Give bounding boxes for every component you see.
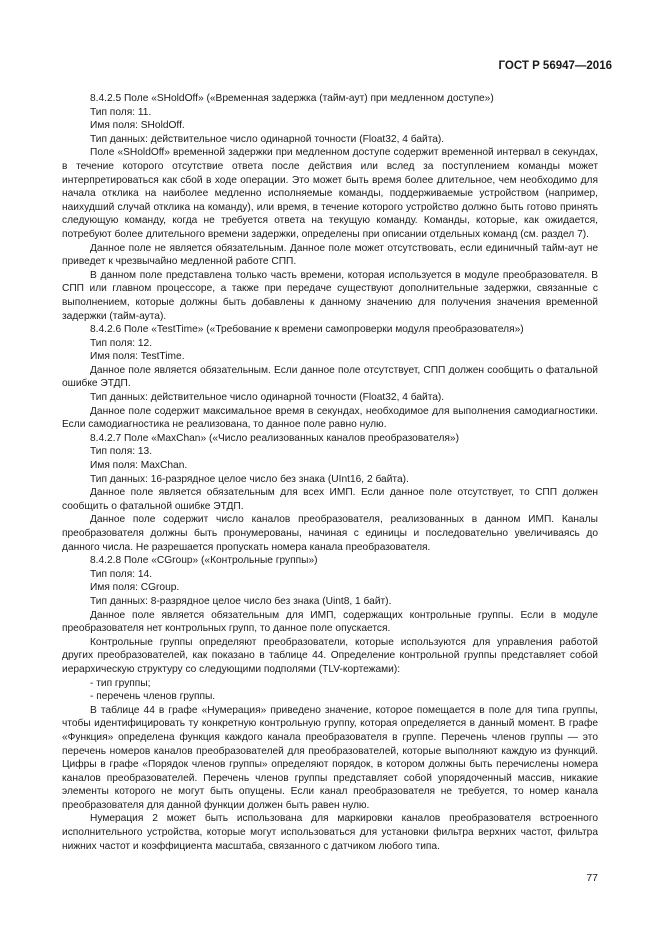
paragraph: Тип данных: 8-разрядное целое число без знака (Uint8, 1 байт). bbox=[90, 595, 392, 607]
section-heading-8-4-2-5: 8.4.2.5 Поле «SHoldOff» («Временная задержка (тайм-аут) при медленном доступе») bbox=[90, 93, 494, 104]
paragraph: Тип данных: 16-разрядное целое число без знака (UInt16, 2 байта). bbox=[90, 473, 409, 485]
paragraph: Тип поля: 12. bbox=[90, 337, 153, 349]
paragraph: Тип поля: 14. bbox=[90, 568, 153, 580]
paragraph: В таблице 44 в графе «Нумерация» приведено значение, которое помещается в поле для типа группы, чтобы идентифицировать ту конкретную контрольную группу, которая определяется в данный момент. В графе «Функция» определена функция каждого канала преобразователя в группе. Перечень членов группы — это перечень номеров каналов преобразователей для преобразователей, которые выполняют каждую из функций. Цифры в графе «Порядок членов группы» определяют порядок, в котором должны быть перечислены номера каналов преобразователей. Перечень членов группы представляет собой упорядоченный массив, никакие элементы которого не могут быть опущены. Если канал преобразователя не требуется, то номер канала преобразователя для данной функции должен быть равен нулю. bbox=[62, 704, 598, 811]
section-heading-8-4-2-8: 8.4.2.8 Поле «CGroup» («Контрольные группы») bbox=[90, 555, 318, 567]
document-header: ГОСТ Р 56947—2016 bbox=[498, 60, 612, 72]
list-item: - перечень членов группы. bbox=[90, 691, 216, 703]
paragraph: Имя поля: TestTime. bbox=[90, 351, 185, 363]
paragraph: В данном поле представлена только часть времени, которая используется в модуле преобразователя. В СПП или главном процессоре, а также при передаче существуют дополнительные задержки, связанные с выполнением, которые должны быть добавлены к данному значению для получения значения временной задержки (тайм-аута). bbox=[62, 269, 598, 322]
paragraph: Имя поля: SHoldOff. bbox=[90, 120, 185, 132]
paragraph: Данное поле содержит число каналов преобразователя, реализованных в данном ИМП. Каналы преобразователя должны быть пронумерованы, начиная с единицы и последовательно увеличиваясь до данного числа. Не разрешается пропускать номера канала преобразователя. bbox=[62, 514, 598, 553]
section-heading-8-4-2-7: 8.4.2.7 Поле «MaxChan» («Число реализованных каналов преобразователя») bbox=[90, 432, 459, 444]
paragraph: Данное поле содержит максимальное время в секундах, необходимое для выполнения самодиагностики. Если самодиагностика не реализована, то данное поле равно нулю. bbox=[62, 405, 598, 431]
paragraph: Нумерация 2 может быть использована для маркировки каналов преобразователя встроенного исполнительного устройства, которые могут использоваться для установки фильтра верхних частот, фильтра нижних частот и коэффициента масштаба, связанного с датчиком любого типа. bbox=[62, 813, 598, 852]
paragraph: Поле «SHoldOff» временной задержки при медленном доступе содержит временной интервал в секундах, в течение которого отсутствие ответа после действия или вслед за поступлением команды может интерпретироваться как сбой в ходе операции. Это может быть время более длительное, чем необходимо для начала отклика на наиболее медленно исполняемые команды, поддерживаемые устройством (например, наихудший случай отклика на команду), или время, в течение которого устройство должно быть готово принять следующую команду, когда не требуется ответа на текущую команду. Команды, которые, как ожидается, потребуют более длительного времени задержки, определены при описании отдельных команд (см. раздел 7). bbox=[62, 147, 598, 240]
page-number: 77 bbox=[586, 872, 598, 884]
paragraph: Данное поле не является обязательным. Данное поле может отсутствовать, если единичный тайм-аут не приведет к чрезвычайно медленной работе СПП. bbox=[62, 242, 598, 268]
document-body bbox=[62, 92, 598, 853]
paragraph: Тип поля: 13. bbox=[90, 446, 153, 458]
paragraph: Имя поля: CGroup. bbox=[90, 582, 180, 594]
paragraph: Тип поля: 11. bbox=[90, 106, 152, 118]
paragraph: Имя поля: MaxChan. bbox=[90, 460, 188, 472]
list-item: - тип группы; bbox=[90, 677, 151, 689]
section-heading-8-4-2-6: 8.4.2.6 Поле «TestTime» («Требование к времени самопроверки модуля преобразователя») bbox=[90, 324, 524, 336]
paragraph: Тип данных: действительное число одинарной точности (Float32, 4 байта). bbox=[90, 392, 445, 404]
paragraph: Данное поле является обязательным для всех ИМП. Если данное поле отсутствует, то СПП должен сообщить о фатальной ошибке ЭТДП. bbox=[62, 487, 598, 512]
paragraph: Данное поле является обязательным. Если данное поле отсутствует, СПП должен сообщить о фатальной ошибке ЭТДП. bbox=[62, 364, 598, 390]
paragraph: Тип данных: действительное число одинарной точности (Float32, 4 байта). bbox=[90, 133, 445, 145]
paragraph: Контрольные группы определяют преобразователи, которые используются для управления работой других преобразователей, как показано в таблице 44. Определение контрольной группы представляет собой иерархическую структуру со следующими подполями (TLV-кортежами): bbox=[62, 636, 598, 675]
paragraph: Данное поле является обязательным для ИМП, содержащих контрольные группы. Если в модуле преобразователя нет контрольных групп, то данное поле опускается. bbox=[62, 609, 598, 635]
